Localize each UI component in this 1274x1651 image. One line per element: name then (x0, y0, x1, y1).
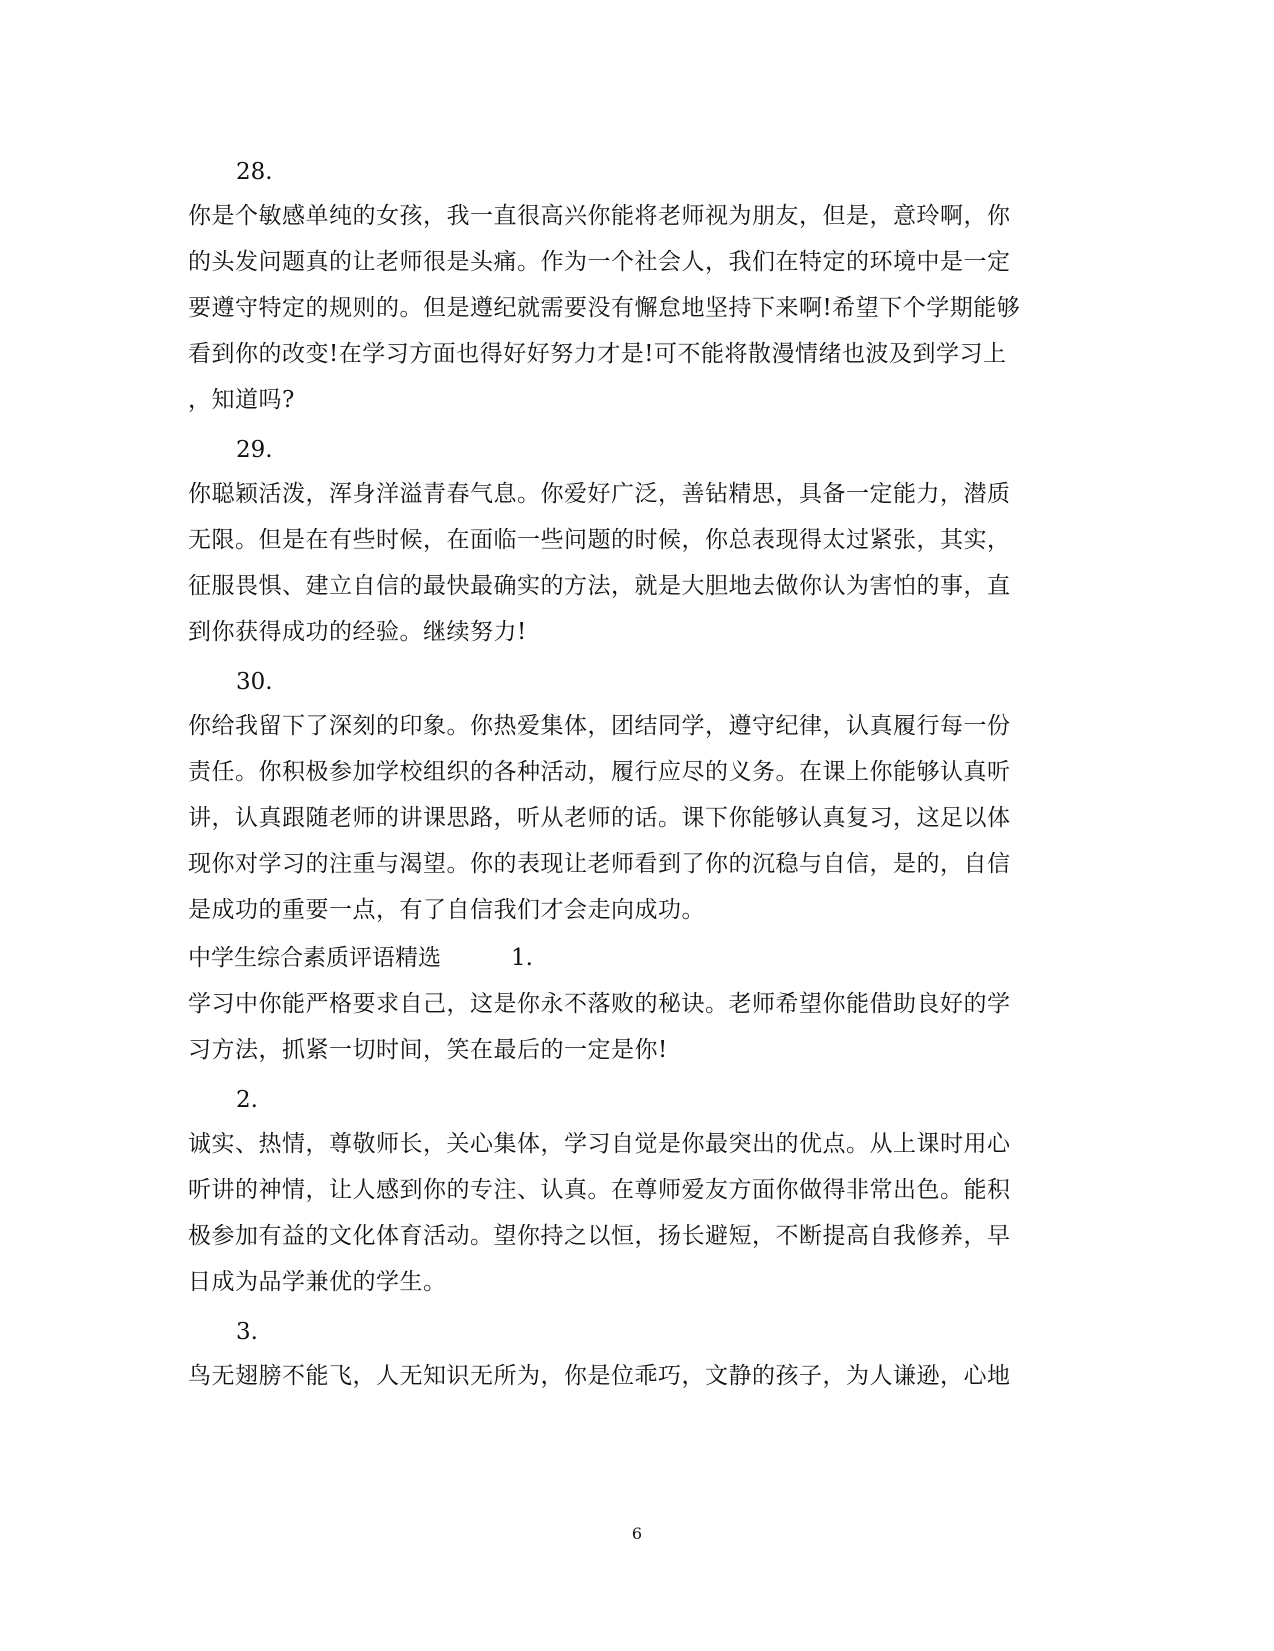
item-number-1: 1. (511, 945, 533, 971)
item-number-3: 3. (236, 1319, 258, 1345)
item-number-28: 28. (236, 159, 273, 185)
paragraph-line: 的头发问题真的让老师很是头痛。作为一个社会人，我们在特定的环境中是一定 (188, 249, 1011, 275)
page-number: 6 (631, 1524, 643, 1543)
paragraph-line: 无限。但是在有些时候，在面临一些问题的时候，你总表现得太过紧张，其实， (188, 527, 1011, 553)
paragraph-line: 你是个敏感单纯的女孩，我一直很高兴你能将老师视为朋友，但是，意玲啊，你 (188, 203, 1011, 229)
section-heading: 中学生综合素质评语精选 (188, 945, 441, 971)
item-number-30: 30. (236, 669, 273, 695)
paragraph-line: 要遵守特定的规则的。但是遵纪就需要没有懈怠地坚持下来啊!希望下个学期能够 (188, 295, 1021, 321)
paragraph-line: 诚实、热情，尊敬师长，关心集体，学习自觉是你最突出的优点。从上课时用心 (188, 1131, 1011, 1157)
paragraph-line: 是成功的重要一点，有了自信我们才会走向成功。 (188, 897, 705, 923)
paragraph-line: 征服畏惧、建立自信的最快最确实的方法，就是大胆地去做你认为害怕的事，直 (188, 573, 1011, 599)
paragraph-line: 习方法，抓紧一切时间，笑在最后的一定是你! (188, 1037, 668, 1063)
paragraph-line: 到你获得成功的经验。继续努力! (188, 619, 527, 645)
paragraph-line: 看到你的改变!在学习方面也得好好努力才是!可不能将散漫情绪也波及到学习上 (188, 341, 1007, 367)
paragraph-line: 讲，认真跟随老师的讲课思路，听从老师的话。课下你能够认真复习，这足以体 (188, 805, 1011, 831)
paragraph-line: 你给我留下了深刻的印象。你热爱集体，团结同学，遵守纪律，认真履行每一份 (188, 713, 1011, 739)
paragraph-line: 日成为品学兼优的学生。 (188, 1269, 447, 1295)
paragraph-line: 你聪颖活泼，浑身洋溢青春气息。你爱好广泛，善钻精思，具备一定能力，潜质 (188, 481, 1011, 507)
paragraph-line: 责任。你积极参加学校组织的各种活动，履行应尽的义务。在课上你能够认真听 (188, 759, 1011, 785)
paragraph-line: 现你对学习的注重与渴望。你的表现让老师看到了你的沉稳与自信，是的，自信 (188, 851, 1011, 877)
paragraph-line: 极参加有益的文化体育活动。望你持之以恒，扬长避短，不断提高自我修养，早 (188, 1223, 1011, 1249)
item-number-2: 2. (236, 1087, 258, 1113)
paragraph-line: 鸟无翅膀不能飞，人无知识无所为，你是位乖巧，文静的孩子，为人谦逊，心地 (188, 1363, 1011, 1389)
item-number-29: 29. (236, 437, 273, 463)
paragraph-line: ，知道吗? (188, 387, 295, 413)
paragraph-line: 学习中你能严格要求自己，这是你永不落败的秘诀。老师希望你能借助良好的学 (188, 991, 1011, 1017)
paragraph-line: 听讲的神情，让人感到你的专注、认真。在尊师爱友方面你做得非常出色。能积 (188, 1177, 1011, 1203)
